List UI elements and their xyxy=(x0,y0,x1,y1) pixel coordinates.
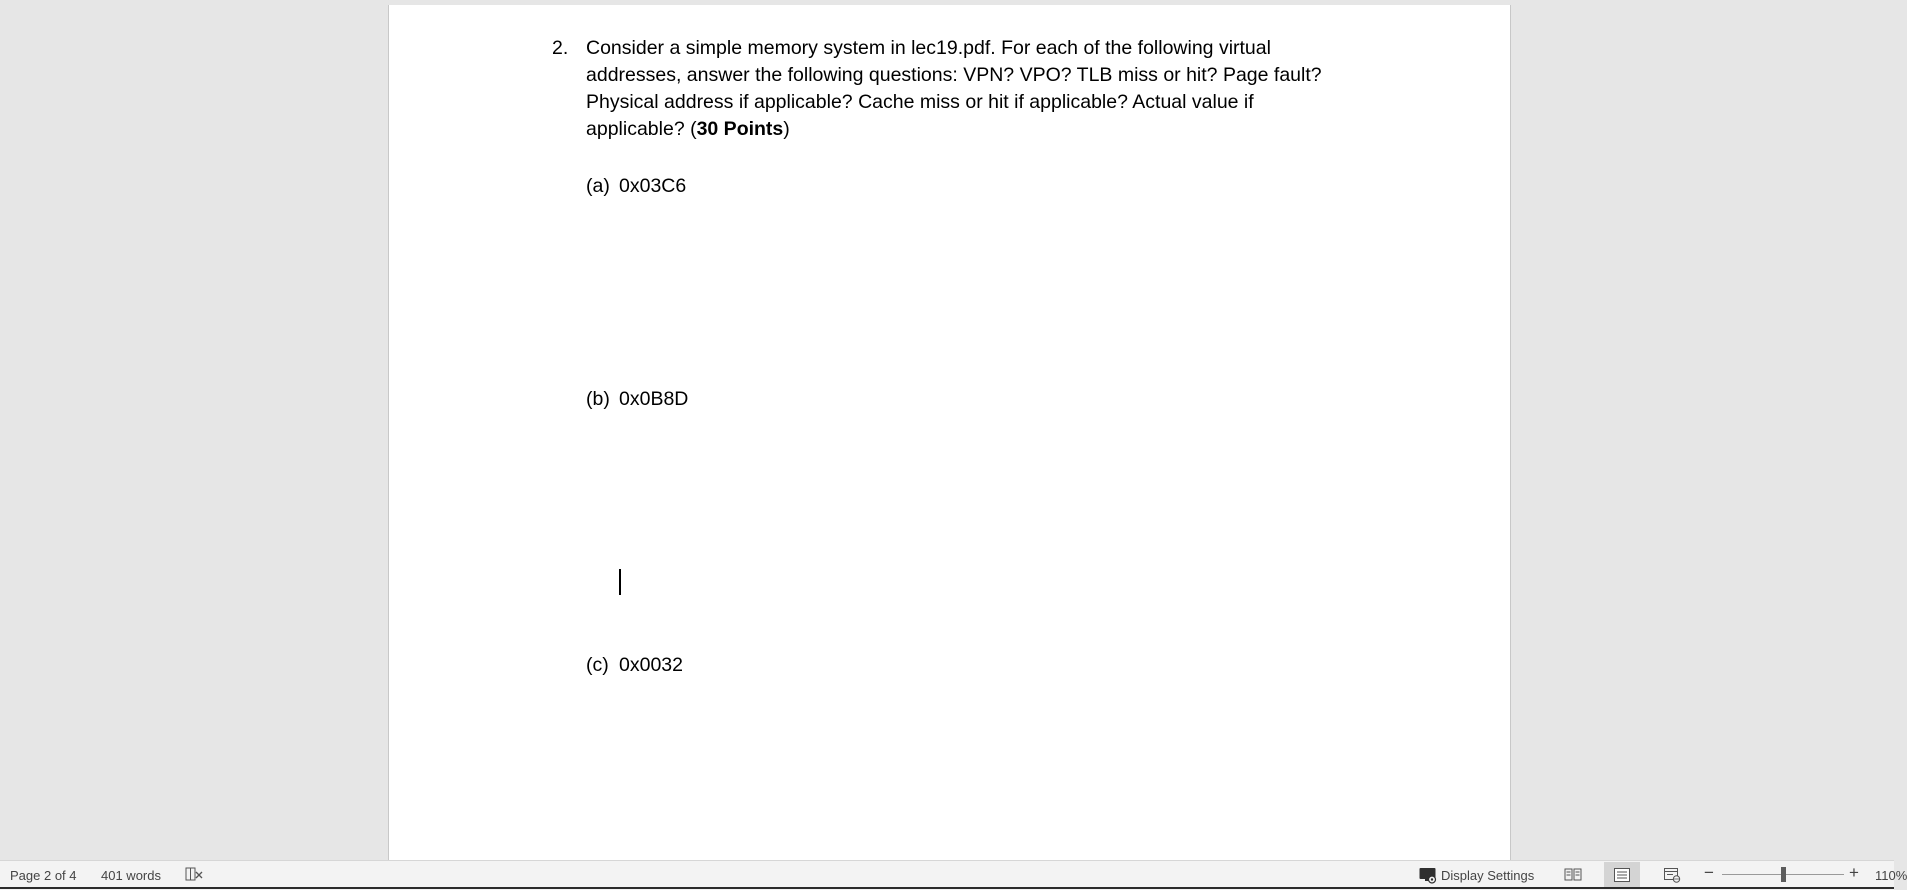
text-cursor xyxy=(619,569,621,595)
document-page[interactable] xyxy=(388,5,1511,860)
status-bar xyxy=(0,860,1907,890)
web-layout-button[interactable] xyxy=(1654,862,1690,888)
print-layout-icon xyxy=(1613,867,1631,883)
question-points: 30 Points xyxy=(696,118,784,140)
read-mode-icon xyxy=(1564,867,1582,883)
zoom-out-button[interactable]: − xyxy=(1704,863,1714,882)
zoom-in-button[interactable]: + xyxy=(1849,863,1859,882)
part-a-label: (a) xyxy=(586,175,610,197)
question-number: 2. xyxy=(552,37,569,59)
display-settings-button[interactable]: Display Settings xyxy=(1441,868,1535,883)
part-b-address: 0x0B8D xyxy=(619,388,689,410)
word-count[interactable]: 401 words xyxy=(101,868,161,883)
question-line: addresses, answer the following questions: VPN? VPO? TLB miss or hit? Page fault? xyxy=(586,64,1322,86)
part-c-address: 0x0032 xyxy=(619,654,683,676)
part-c-label: (c) xyxy=(586,654,609,676)
question-line: Physical address if applicable? Cache miss or hit if applicable? Actual value if xyxy=(586,91,1254,113)
part-a-address: 0x03C6 xyxy=(619,175,687,197)
question-text xyxy=(586,35,1322,143)
question-line: Consider a simple memory system in lec19.pdf. For each of the following virtual xyxy=(586,37,1271,59)
display-settings-icon[interactable] xyxy=(1419,867,1437,884)
proofing-error-icon[interactable] xyxy=(184,866,204,884)
web-layout-icon xyxy=(1663,867,1681,883)
question-line-suffix: ) xyxy=(783,118,790,140)
question-line-last xyxy=(586,116,1322,143)
window-bottom-border xyxy=(0,887,1894,889)
question-line-prefix: applicable? ( xyxy=(586,118,697,140)
zoom-level[interactable]: 110% xyxy=(1875,868,1907,883)
print-layout-button[interactable] xyxy=(1604,862,1640,888)
page-number-indicator[interactable]: Page 2 of 4 xyxy=(10,868,77,883)
read-mode-button[interactable] xyxy=(1555,862,1591,888)
zoom-slider-thumb[interactable] xyxy=(1781,867,1786,882)
part-b-label: (b) xyxy=(586,388,610,410)
